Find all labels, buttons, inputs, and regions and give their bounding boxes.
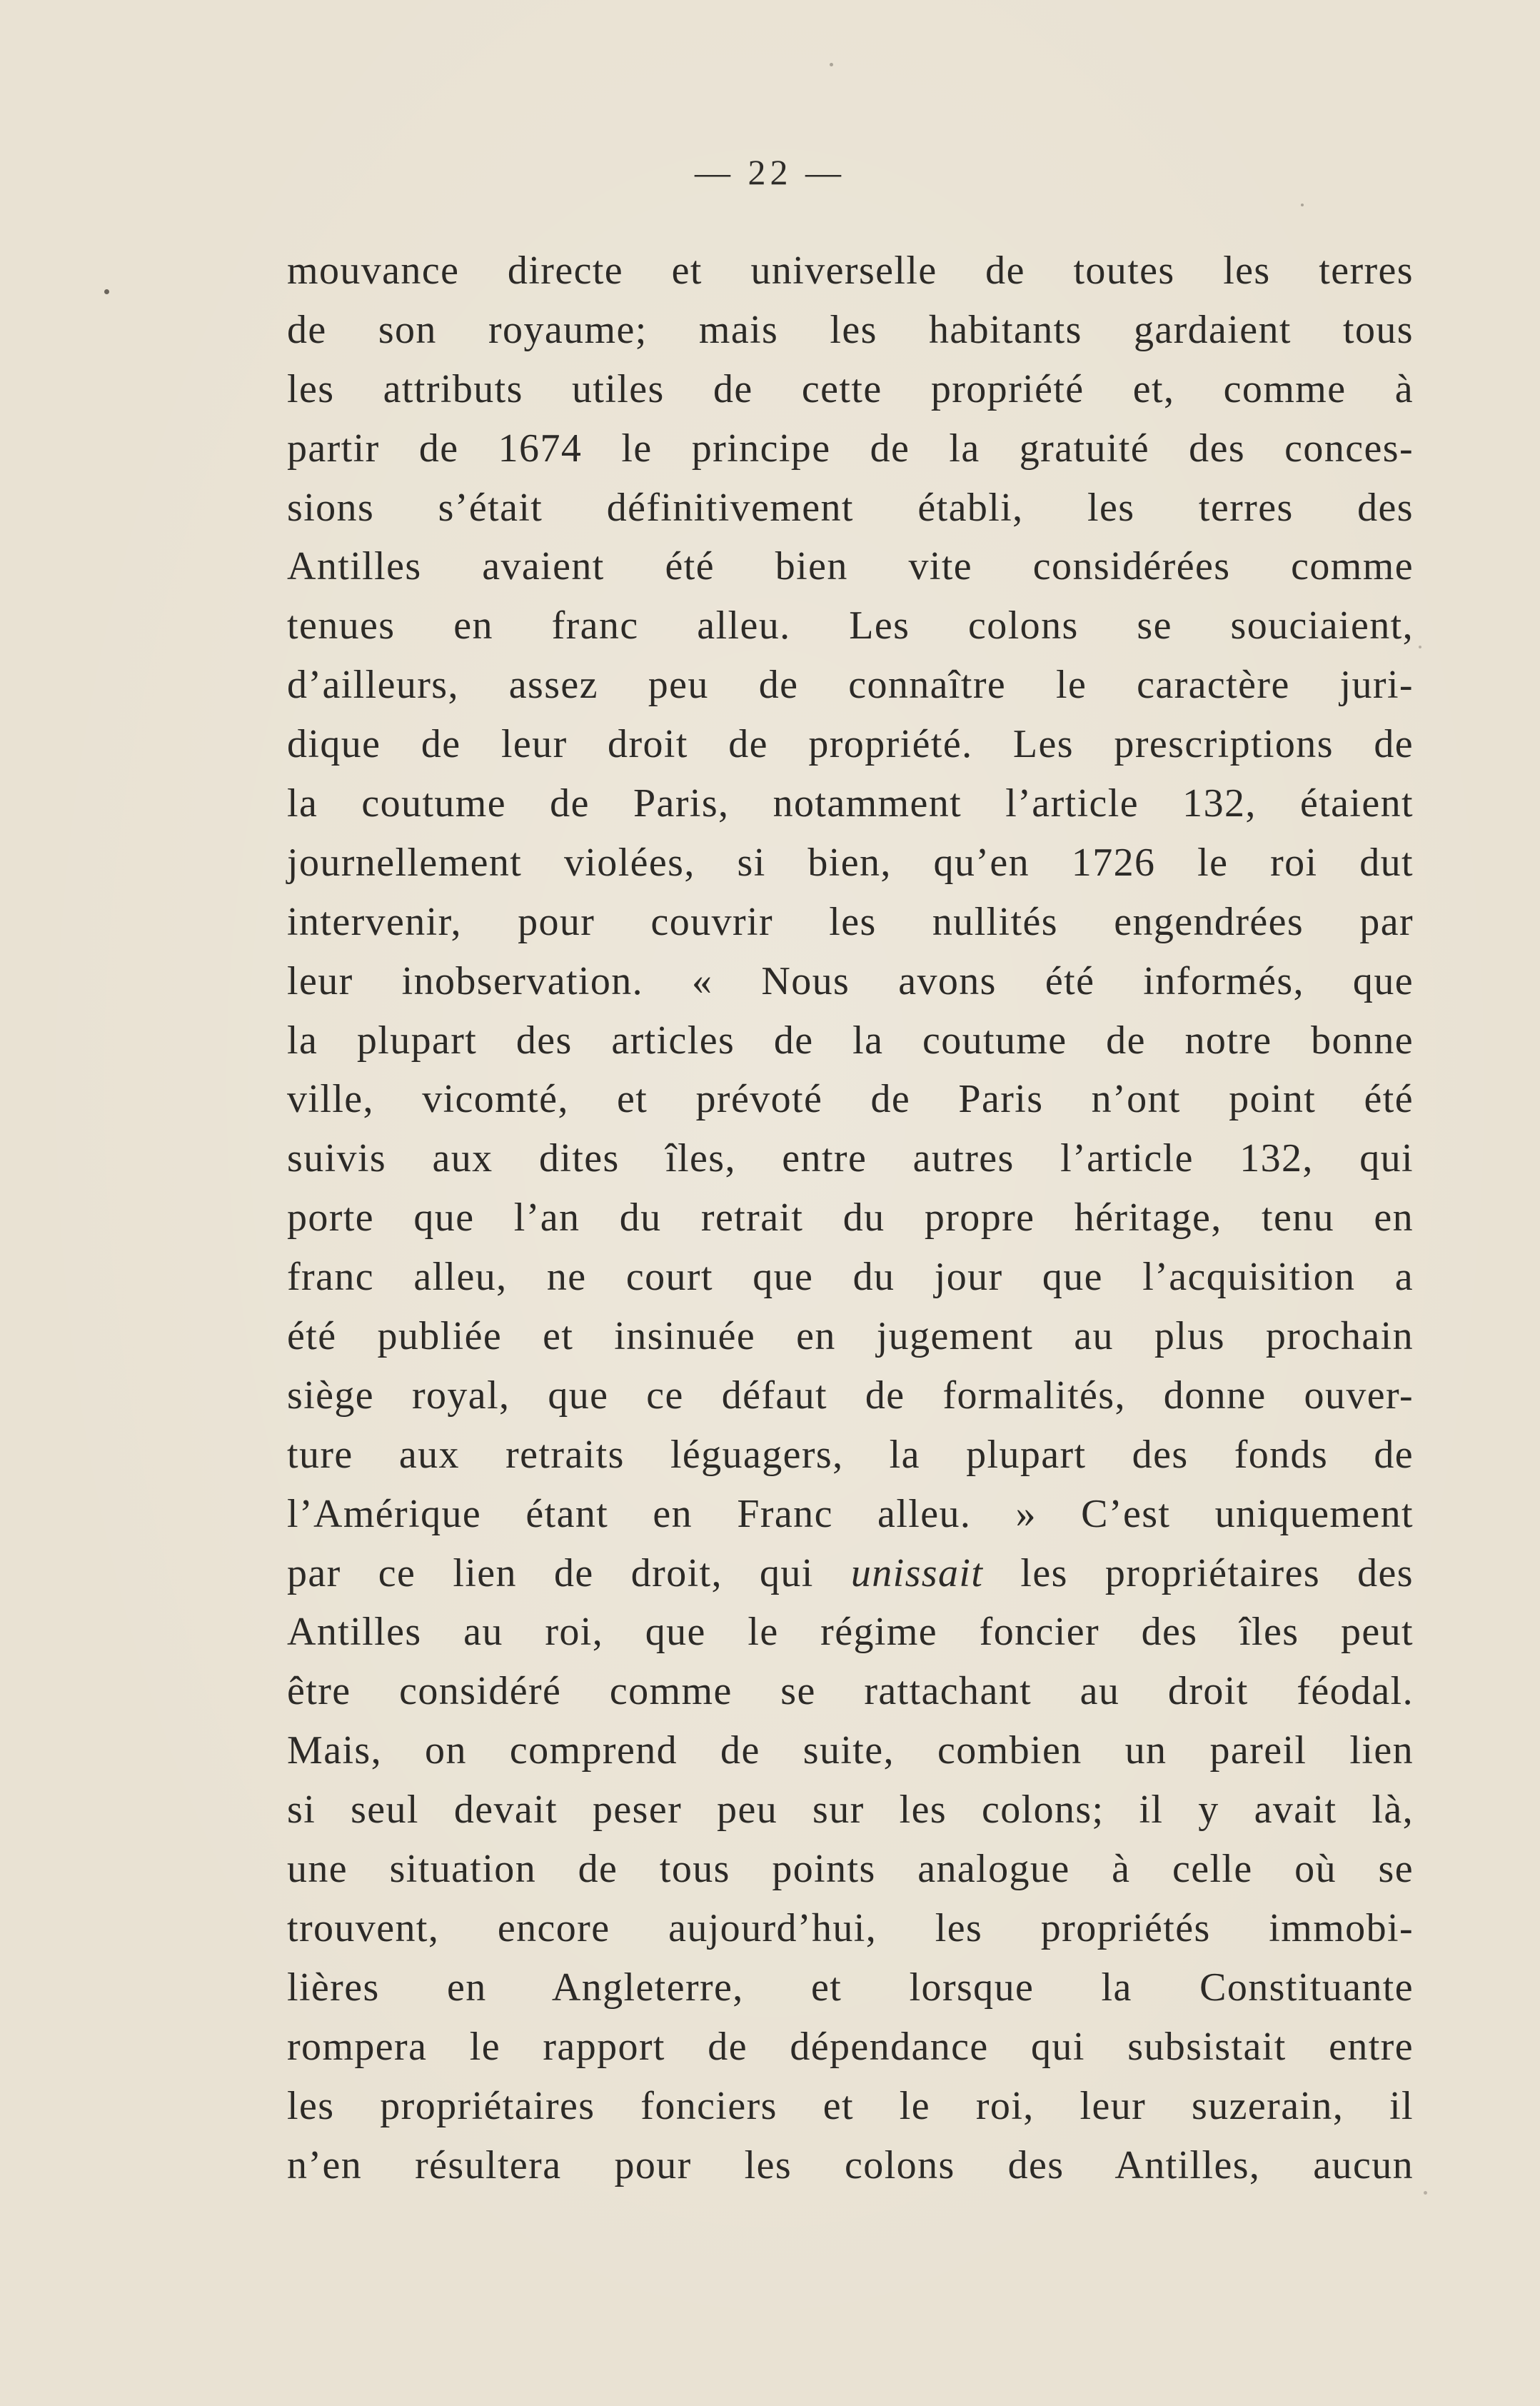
text-line: journellement violées, si bien, qu’en 1726 le roi dut (287, 840, 1414, 885)
text-line: être considéré comme se rattachant au droit féodal. (287, 1669, 1414, 1714)
text-line: Antilles avaient été bien vite considérées comme (287, 544, 1414, 589)
text-line: dique de leur droit de propriété. Les prescriptions de (287, 722, 1414, 767)
text-line: une situation de tous points analogue à celle où se (287, 1847, 1414, 1892)
text-line: franc alleu, ne court que du jour que l’acquisition a (287, 1255, 1414, 1300)
text-line: Antilles au roi, que le régime foncier des îles peut (287, 1610, 1414, 1655)
text-line: Mais, on comprend de suite, combien un pareil lien (287, 1728, 1414, 1773)
italic-word: unissait (850, 1550, 984, 1595)
paper-speck (830, 63, 833, 66)
text-line: sions s’était définitivement établi, les terres des (287, 485, 1414, 530)
page-number: — 22 — (695, 152, 845, 192)
text-line: intervenir, pour couvrir les nullités engendrées par (287, 899, 1414, 944)
text-line: partir de 1674 le principe de la gratuité des conces- (287, 426, 1414, 471)
text-segment: les propriétaires des (1020, 1550, 1414, 1595)
text-line: la coutume de Paris, notamment l’article 132, étaient (287, 781, 1414, 826)
text-line: trouvent, encore aujourd’hui, les propriétés immobi- (287, 1905, 1414, 1950)
text-line: d’ailleurs, assez peu de connaître le caractère juri- (287, 663, 1414, 708)
text-line: de son royaume; mais les habitants gardaient tous (287, 307, 1414, 352)
text-line: porte que l’an du retrait du propre héritage, tenu en (287, 1196, 1414, 1240)
text-line: n’en résultera pour les colons des Antilles, aucun (287, 2142, 1414, 2187)
paper-speck (104, 289, 109, 294)
paper-speck (1424, 2191, 1427, 2195)
text-line: ture aux retraits léguagers, la plupart des fonds de (287, 1432, 1414, 1477)
body-text (287, 241, 1414, 2195)
text-line: ville, vicomté, et prévoté de Paris n’ont point été (287, 1077, 1414, 1122)
text-line: la plupart des articles de la coutume de notre bonne (287, 1018, 1414, 1063)
text-line: les attributs utiles de cette propriété et, comme à (287, 366, 1414, 411)
text-line: siège royal, que ce défaut de formalités, donne ouver- (287, 1373, 1414, 1418)
text-line: mouvance directe et universelle de toutes les terres (287, 249, 1414, 293)
text-line: si seul devait peser peu sur les colons; il y avait là, (287, 1788, 1414, 1833)
text-segment: par ce lien de droit, qui (287, 1550, 814, 1595)
text-line: tenues en franc alleu. Les colons se souciaient, (287, 603, 1414, 648)
text-line: lières en Angleterre, et lorsque la Constituante (287, 1965, 1414, 2010)
text-line-with-italic (287, 1544, 1414, 1603)
text-line: rompera le rapport de dépendance qui subsistait entre (287, 2024, 1414, 2069)
text-line: leur inobservation. « Nous avons été informés, que (287, 958, 1414, 1003)
text-line: suivis aux dites îles, entre autres l’article 132, qui (287, 1136, 1414, 1181)
text-line: l’Amérique étant en Franc alleu. » C’est uniquement (287, 1491, 1414, 1536)
text-line: été publiée et insinuée en jugement au plus prochain (287, 1314, 1414, 1359)
paper-speck (1419, 646, 1421, 648)
paper-speck (1301, 204, 1304, 206)
text-line: les propriétaires fonciers et le roi, leur suzerain, il (287, 2083, 1414, 2128)
